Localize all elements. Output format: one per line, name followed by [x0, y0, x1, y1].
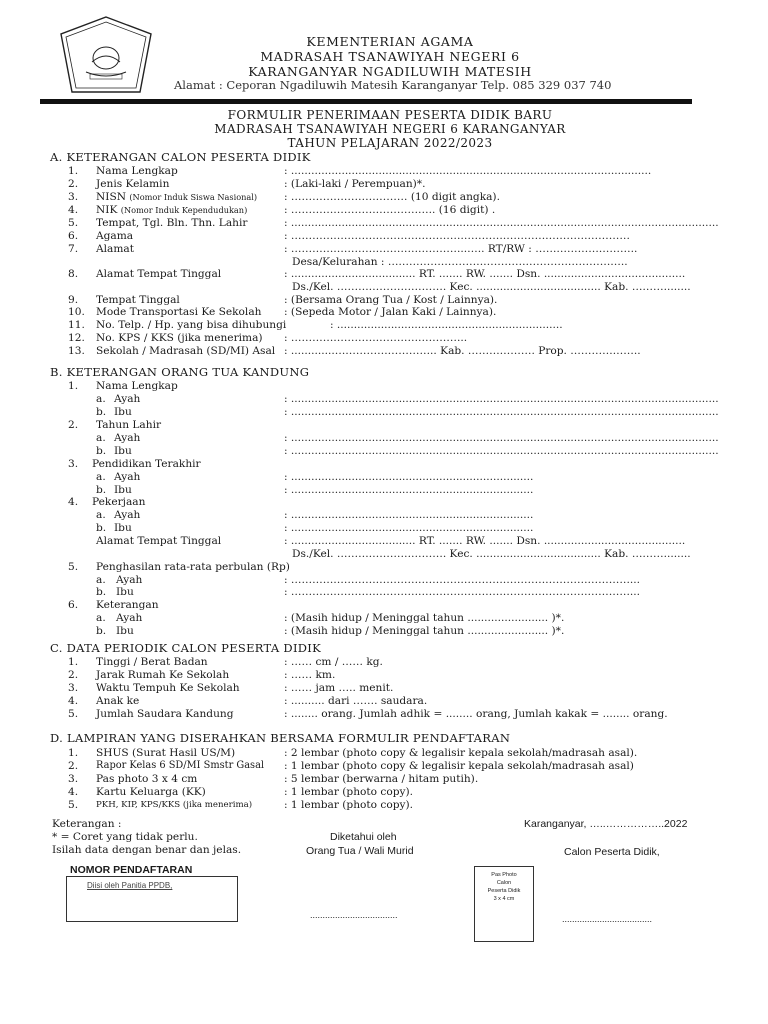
row-num: 1. — [68, 380, 79, 392]
kps-field[interactable]: : ………………………………………….. — [284, 332, 468, 344]
row-label: Tempat Tinggal — [96, 294, 180, 306]
pekerjaan-ayah-field[interactable]: : ........................................................................ — [284, 509, 534, 521]
row-label: Agama — [96, 230, 134, 242]
lampiran-value: : 1 lembar (photo copy). — [284, 786, 413, 798]
row-num: 11. — [68, 319, 85, 331]
row-num: 2. — [68, 760, 79, 772]
row-num: b. — [96, 484, 107, 496]
row-label: Alamat Tempat Tinggal — [96, 535, 222, 547]
tahun-lahir-ayah-field[interactable]: : ............................................................................................................................... — [284, 432, 719, 444]
row-num: a. — [96, 612, 106, 624]
agama-field[interactable]: : …………………………………………………………………………………… — [284, 230, 630, 242]
candidate-label: Calon Peserta Didik, — [564, 846, 660, 858]
row-label: Tinggi / Berat Badan — [96, 656, 208, 668]
row-label: NIK — [96, 204, 118, 216]
row-num: 9. — [68, 294, 79, 306]
row-label: Ayah — [116, 612, 143, 624]
row-label: No. KPS / KKS (jika menerima) — [96, 332, 263, 344]
row-label: Tempat, Tgl. Bln. Thn. Lahir — [96, 217, 248, 229]
row-num: 2. — [68, 669, 79, 681]
row-num: b. — [96, 586, 107, 598]
photo-box[interactable] — [474, 866, 534, 942]
madrasah-logo — [56, 14, 156, 98]
row-label: Rapor Kelas 6 SD/MI Smstr Gasal — [96, 760, 265, 771]
kelurahan-ortu-field[interactable]: Ds./Kel. …………………………. Kec. ..................................... Kab. ………........ — [292, 548, 691, 560]
section-b-title: B. KETERANGAN ORANG TUA KANDUNG — [50, 365, 310, 379]
waktu-tempuh-field[interactable]: : …… jam ….. menit. — [284, 682, 394, 694]
row-num: a. — [96, 471, 106, 483]
parent-label: Orang Tua / Wali Murid — [306, 845, 414, 857]
row-num: 6. — [68, 230, 79, 242]
alamat-ortu-field[interactable]: : ..................................... RT. ....... RW. ....... Dsn. .......................................... — [284, 535, 686, 547]
pekerjaan-ibu-field[interactable]: : ........................................................................ — [284, 522, 534, 534]
academic-year: TAHUN PELAJARAN 2022/2023 — [287, 136, 493, 150]
section-c-title: C. DATA PERIODIK CALON PESERTA DIDIK — [50, 641, 322, 655]
row-num: 13. — [68, 345, 85, 357]
sekolah-asal-field[interactable]: : .............……………………….. Kab. ………………. Prop. ……………….. — [284, 345, 641, 357]
row-label: Ibu — [116, 625, 134, 637]
row-label: Sekolah / Madrasah (SD/MI) Asal — [96, 345, 276, 357]
note-title: Keterangan : — [52, 818, 122, 830]
row-label: Ayah — [114, 393, 141, 405]
row-num: 4. — [68, 496, 79, 508]
row-label: Alamat — [96, 243, 134, 255]
nama-ibu-field[interactable]: : ............................................................................................................................... — [284, 406, 719, 418]
row-label: Keterangan — [96, 599, 159, 611]
anak-ke-field[interactable]: : .......... dari ……. saudara. — [284, 695, 428, 707]
row-label: Jenis Kelamin — [96, 178, 170, 190]
row-num: 2. — [68, 419, 79, 431]
alamat-field[interactable]: : …………………………………………..….. RT/RW : ……………………….. — [284, 243, 638, 255]
nik-field[interactable]: : ………………………………….. (16 digit) . — [284, 204, 496, 216]
tahun-lahir-ibu-field[interactable]: : ............................................................................................................................... — [284, 445, 719, 457]
row-label: Nama Lengkap — [96, 380, 178, 392]
keterangan-ibu-field[interactable]: : (Masih hidup / Meninggal tahun ........................ )*. — [284, 625, 565, 637]
row-label: Ayah — [116, 574, 143, 586]
row-num: b. — [96, 625, 107, 637]
registration-number-box[interactable] — [66, 876, 238, 922]
tinggi-berat-field[interactable]: : …… cm / …… kg. — [284, 656, 383, 668]
penghasilan-ibu-field[interactable]: : ……………………………………………………………………………………... — [284, 586, 641, 598]
row-num: 12. — [68, 332, 85, 344]
row-num: b. — [96, 406, 107, 418]
row-num: 10. — [68, 306, 85, 318]
row-num: 6. — [68, 599, 79, 611]
tempat-tinggal-field[interactable]: : (Bersama Orang Tua / Kost / Lainnya). — [284, 294, 498, 306]
section-a-title: A. KETERANGAN CALON PESERTA DIDIK — [50, 150, 311, 164]
row-num: 4. — [68, 695, 79, 707]
lampiran-value: : 1 lembar (photo copy). — [284, 799, 413, 811]
row-label: Ibu — [114, 445, 132, 457]
school-location: KARANGANYAR NGADILUWIH MATESIH — [248, 64, 532, 79]
row-label: Ibu — [114, 406, 132, 418]
row-label: Alamat Tempat Tinggal — [96, 268, 222, 280]
row-label: Pekerjaan — [92, 496, 146, 508]
row-num: 5. — [68, 561, 79, 573]
pendidikan-ayah-field[interactable]: : ........................................................................ — [284, 471, 534, 483]
desa-field[interactable]: Desa/Kelurahan : ………………………………………………………….. — [292, 256, 628, 268]
transportasi-field[interactable]: : (Sepeda Motor / Jalan Kaki / Lainnya). — [284, 306, 497, 318]
jarak-field[interactable]: : …… km. — [284, 669, 336, 681]
nama-ayah-field[interactable]: : ............................................................................................................................... — [284, 393, 719, 405]
row-label: Jarak Rumah Ke Sekolah — [96, 669, 230, 681]
row-label: Jumlah Saudara Kandung — [96, 708, 234, 720]
registration-number-title: NOMOR PENDAFTARAN — [70, 864, 193, 876]
lampiran-value: : 1 lembar (photo copy & legalisir kepala sekolah/madrasah asal) — [284, 760, 634, 772]
row-label: Kartu Keluarga (KK) — [96, 786, 206, 798]
row-label: Pas photo 3 x 4 cm — [96, 773, 198, 785]
row-num: 5. — [68, 799, 79, 811]
row-label: Ayah — [114, 471, 141, 483]
known-by: Diketahui oleh — [330, 831, 397, 843]
ministry-name: KEMENTERIAN AGAMA — [306, 34, 474, 49]
section-d-title: D. LAMPIRAN YANG DISERAHKAN BERSAMA FORMULIR PENDAFTARAN — [50, 731, 511, 745]
row-label: Ayah — [114, 432, 141, 444]
photo-label: Pas Photo Calon Peserta Didik 3 x 4 cm — [487, 872, 521, 902]
row-note: (Nomor Induk Siswa Nasional) — [129, 192, 258, 202]
row-num: b. — [96, 445, 107, 457]
row-label: Anak ke — [96, 695, 140, 707]
row-label: Ibu — [114, 484, 132, 496]
note-strike: * = Coret yang tidak perlu. — [52, 831, 198, 843]
row-label: Tahun Lahir — [96, 419, 162, 431]
row-label: Mode Transportasi Ke Sekolah — [96, 306, 262, 318]
form-subtitle: MADRASAH TSANAWIYAH NEGERI 6 KARANGANYAR — [214, 122, 566, 136]
jenis-kelamin-field[interactable]: : (Laki-laki / Perempuan)*. — [284, 178, 426, 190]
saudara-field[interactable]: : ........ orang. Jumlah adhik = ........ orang, Jumlah kakak = ........ orang. — [284, 708, 668, 720]
row-num: 4. — [68, 204, 79, 216]
row-note: (Nomor Induk Kependudukan) — [120, 205, 248, 215]
row-num: 5. — [68, 217, 79, 229]
row-label: Nama Lengkap — [96, 165, 178, 177]
row-label: Ibu — [116, 586, 134, 598]
registration-fill-note: Diisi oleh Panitia PPDB, — [87, 881, 173, 890]
row-num: 2. — [68, 178, 79, 190]
row-label: Penghasilan rata-rata perbulan (Rp) — [96, 561, 290, 573]
row-label: Waktu Tempuh Ke Sekolah — [96, 682, 240, 694]
header-divider — [40, 99, 692, 104]
row-num: 1. — [68, 165, 79, 177]
row-num: a. — [96, 393, 106, 405]
place-date: Karanganyar, …..……………..2022 — [524, 818, 688, 830]
row-num: a. — [96, 432, 106, 444]
row-num: 1. — [68, 747, 79, 759]
row-label: Ibu — [114, 522, 132, 534]
pendidikan-ibu-field[interactable]: : ........................................................................ — [284, 484, 534, 496]
row-num: 3. — [68, 191, 79, 203]
form-title: FORMULIR PENERIMAAN PESERTA DIDIK BARU — [227, 108, 553, 122]
row-label: No. Telp. / Hp. yang bisa dihubungi — [96, 319, 287, 331]
row-label: SHUS (Surat Hasil US/M) — [96, 747, 236, 759]
row-num: 4. — [68, 786, 79, 798]
row-label: Pendidikan Terakhir — [92, 458, 201, 470]
nisn-field[interactable]: : …………………………… (10 digit angka). — [284, 191, 500, 203]
alamat-tinggal-field[interactable]: : ..................................... RT. ....... RW. ....... Dsn. .......................................... — [284, 268, 686, 280]
candidate-signature-line[interactable]: .................................... — [562, 914, 653, 924]
row-num: 3. — [68, 773, 79, 785]
school-name: MADRASAH TSANAWIYAH NEGERI 6 — [260, 49, 520, 64]
row-label: NISN — [96, 191, 126, 203]
row-num: 5. — [68, 708, 79, 720]
ttl-field[interactable]: : ............................................................................................................................... — [284, 217, 719, 229]
row-num: a. — [96, 574, 106, 586]
school-address: Alamat : Ceporan Ngadiluwih Matesih Karanganyar Telp. 085 329 037 740 — [174, 78, 612, 92]
row-label: PKH, KIP, KPS/KKS (jika menerima) — [96, 800, 253, 810]
note-fill: Isilah data dengan benar dan jelas. — [52, 844, 242, 856]
lampiran-value: : 2 lembar (photo copy & legalisir kepala sekolah/madrasah asal). — [284, 747, 638, 759]
kelurahan-field[interactable]: Ds./Kel. …………………………. Kec. ..................................... Kab. ………........ — [292, 281, 691, 293]
telp-field[interactable]: : ................................................................... — [330, 319, 563, 331]
lampiran-value: : 5 lembar (berwarna / hitam putih). — [284, 773, 479, 785]
row-num: 3. — [68, 458, 79, 470]
keterangan-ayah-field[interactable]: : (Masih hidup / Meninggal tahun ........................ )*. — [284, 612, 565, 624]
row-num: a. — [96, 509, 106, 521]
parent-signature-line[interactable]: ................................... — [310, 910, 398, 920]
row-num: 3. — [68, 682, 79, 694]
penghasilan-ayah-field[interactable]: : ……………………………………………………………………………………... — [284, 574, 641, 586]
nama-lengkap-field[interactable]: : ........................................................................................................... — [284, 165, 652, 177]
row-label: Ayah — [114, 509, 141, 521]
row-num: 7. — [68, 243, 79, 255]
row-num: 8. — [68, 268, 79, 280]
row-num: 1. — [68, 656, 79, 668]
row-num: b. — [96, 522, 107, 534]
